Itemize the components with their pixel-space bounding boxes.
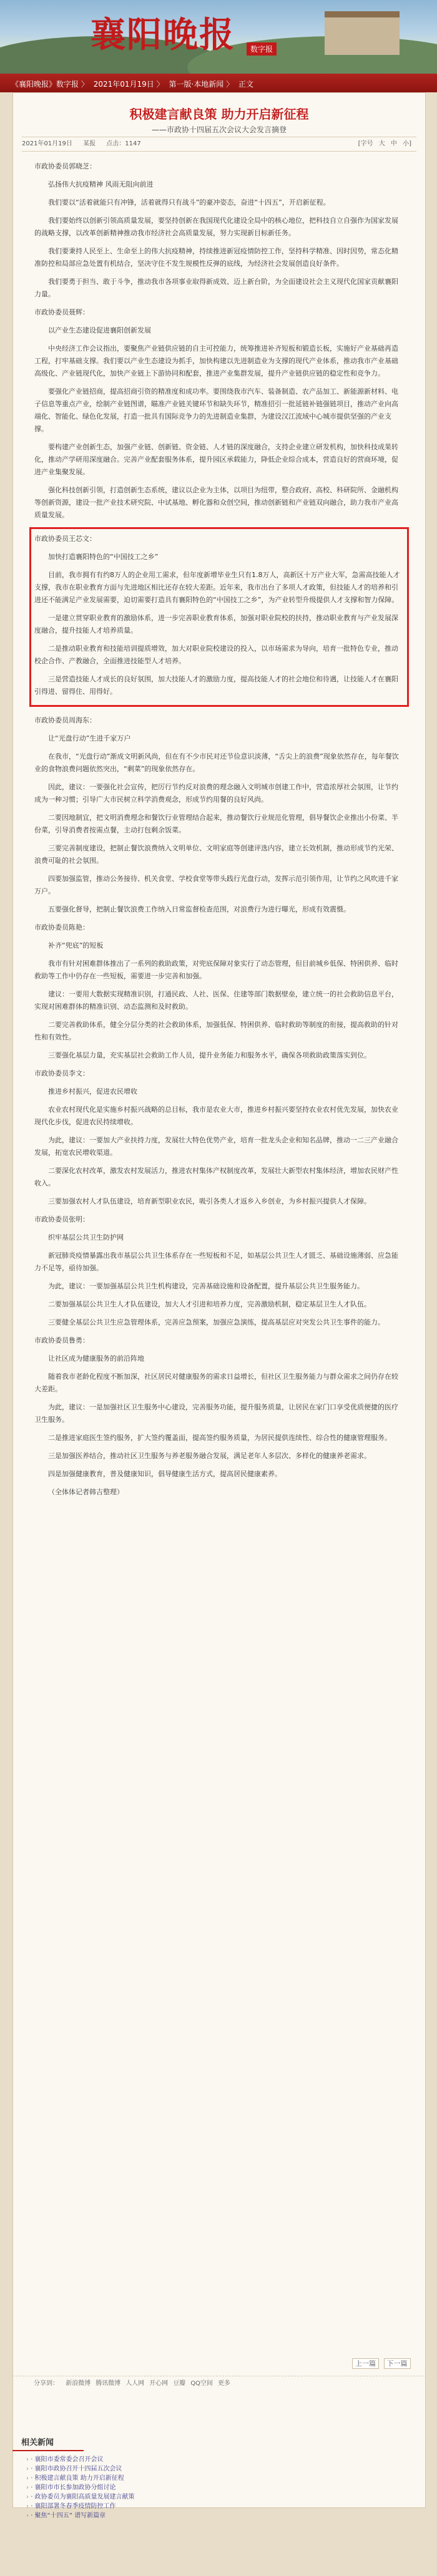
article-paragraph: 因此，建议：一要强化社会宣传，把厉行节约反对浪费的理念融入文明城市创建工作中，营造浓厚社会氛围，让节约成为一种习惯；引导广大市民树立科学消费观念，形成节约用餐的良好风尚。	[34, 783, 398, 804]
related-news-link[interactable]: › · 襄阳部署冬春季疫情防控工作	[26, 2502, 425, 2511]
font-size-switcher	[355, 137, 411, 151]
article-paragraph: 随着我市老龄化程度不断加深，社区居民对健康服务的需求日益增长，但社区卫生服务能力与群众需求之间仍存在较大差距。	[34, 1373, 398, 1393]
share-option[interactable]: 新浪微博	[66, 2380, 91, 2387]
article-paragraph: 三要完善制度建设，把制止餐饮浪费纳入文明单位、文明家庭等创建评选内容，建立长效机制，推动形成节约光荣、浪费可耻的社会氛围。	[34, 844, 398, 865]
banner-building	[325, 11, 400, 55]
article-paragraph: 加快打造襄阳特色的“中国技工之乡”	[48, 553, 159, 561]
breadcrumb-bar	[0, 74, 437, 92]
article-paragraph: 二是推动职业教育和技能培训提质增效，加大对职业院校建设的投入，以市场需求为导向，培育一批特色专业，推动校企合作、产教融合，全面推进技能型人才培养。	[34, 644, 398, 665]
related-news-heading: 相关新闻	[12, 2436, 84, 2451]
crumb-date-link[interactable]: 2021年01月19日	[93, 80, 154, 89]
crumb-home-link[interactable]: 《襄阳晚报》数字报	[11, 80, 79, 89]
article-paragraph: 要强化产业链招商，提高招商引资的精准度和成功率。要围绕我市汽车、装备制造、农产品加工、新能源新材料、电子信息等重点产业，绘制产业链图谱，瞄准产业链关键环节和缺失环节，精准招引一批延链补链强链项目，推动产业向高端化、智能化、绿色化发展，打造一批具有国际竞争力的先进制造业集群，为建设汉江流域中心城市提供坚强的产业支撑。	[34, 387, 398, 433]
article-paragraph: 在我市，“光盘行动”渐成文明新风尚，但在有不少市民对还节俭意识淡薄，“舌尖上的浪费”现象依然存在，每年餐饮业的食物浪费问题依然突出，“剩菜”的现象依然存在。	[34, 752, 399, 773]
speaker-name: 市政协委员聂辉：	[34, 308, 89, 316]
speaker-name: 市政协委员陈艳：	[34, 923, 89, 931]
article-paragraph: 农业农村现代化是实施乡村振兴战略的总目标，我市是农业大市，推进乡村振兴要坚持农业农村优先发展，加快农业现代化步伐，促进农民持续增收。	[34, 1106, 398, 1126]
article-container	[12, 92, 426, 2508]
speaker-name: 市政协委员张明：	[34, 1215, 89, 1223]
article-paragraph: 建议：一要用大数据实现精准识别，打通民政、人社、医保、住建等部门数据壁垒，建立统一的社会救助信息平台，实现对困难群体的精准识别、动态监测和及时救助。	[34, 990, 398, 1011]
speaker-name: 市政协委员王芯文：	[34, 535, 96, 543]
article-paragraph: 五要强化督导，把制止餐饮浪费工作纳入日常监督检查范围，对浪费行为进行曝光，形成有效震慑。	[48, 905, 350, 913]
article-paragraph: 新冠肺炎疫情暴露出我市基层公共卫生体系存在一些短板和不足，如基层公共卫生人才匮乏、基础设施薄弱、应急能力不足等，亟待加强。	[34, 1252, 398, 1272]
related-news-list	[12, 2455, 425, 2520]
breadcrumb	[11, 79, 256, 89]
speaker-name: 市政协委员周海东：	[34, 716, 96, 724]
article-paragraph: （全体体记者韩吉整理）	[48, 1488, 124, 1496]
share-option[interactable]: 豆瓣	[173, 2380, 186, 2387]
newspaper-logo[interactable]: 襄阳晚报	[91, 14, 235, 56]
article-pager	[350, 2358, 411, 2368]
article-paragraph: 二要完善救助体系，健全分层分类的社会救助体系，加强低保、特困供养、临时救助等制度的衔接，提高救助的针对性和有效性。	[34, 1021, 398, 1041]
article-paragraph: 二是推进家庭医生签约服务，扩大签约覆盖面，提高签约服务质量，为居民提供连续性、综合性的健康管理服务。	[48, 1434, 391, 1442]
related-news	[12, 2436, 425, 2520]
related-news-link[interactable]: › · 襄阳市市长参加政协分组讨论	[26, 2483, 425, 2492]
article-paragraph: 中央经济工作会议指出，要聚焦产业链供应链的自主可控能力，统筹推进补齐短板和锻造长板，实施好产业基础再造工程，打牢基础支撑。我们要以产业生态建设为抓手，加快构建以先进制造业为支撑的现代产业体系，推动我市产业基础高级化、产业链现代化，加快产业链上下游协同和配套，推进产业集群发展，提升产业链供应链的稳定性和竞争力。	[34, 344, 398, 377]
article-paragraph: 为此，建议：一要加大产业扶持力度，发展壮大特色优势产业，培育一批龙头企业和知名品牌，推动一二三产业融合发展，拓宽农民增收渠道。	[34, 1136, 398, 1157]
article-paragraph: 四是加强健康教育，普及健康知识，倡导健康生活方式，提高居民健康素养。	[48, 1470, 282, 1478]
prev-article-button[interactable]: 上一篇	[352, 2358, 379, 2369]
share-option[interactable]: 腾讯微博	[96, 2380, 121, 2387]
article-paragraph: 为此，建议：一要加强基层公共卫生机构建设，完善基础设施和设备配置，提升基层公共卫生服务能力。	[48, 1282, 364, 1290]
article-paragraph: 织牢基层公共卫生防护网	[48, 1233, 124, 1242]
article-date: 2021年01月19日	[22, 140, 72, 147]
article-paragraph: 三要加强农村人才队伍建设，培育新型职业农民，吸引各类人才返乡入乡创业，为乡村振兴提供人才保障。	[48, 1197, 371, 1205]
highlighted-speech-box	[29, 527, 409, 707]
article-paragraph: 让“光盘行动”生进千家万户	[48, 734, 131, 742]
font-size-medium-link[interactable]: 中	[390, 140, 397, 147]
article-meta	[22, 137, 416, 152]
font-size-label: [字号	[358, 140, 373, 147]
article-paragraph: 为此，建议：一是加强社区卫生服务中心建设，完善服务功能，提升服务质量，让居民在家门口享受优质便捷的医疗卫生服务。	[34, 1403, 398, 1424]
article-paragraph: 二要深化农村改革，激发农村发展活力，推进农村集体产权制度改革，发展壮大新型农村集体经济，增加农民财产性收入。	[34, 1167, 398, 1187]
article-paragraph: 我们要以“活着就能只有冲锋，活着就得只有战斗”的豪冲姿态，奋进“十四五”，开启新征程。	[48, 198, 330, 207]
article-paragraph: 二要因地制宜，把文明消费理念和餐饮行业管理结合起来，推动餐饮行业规范化管理，倡导餐饮企业推出小份菜、半份菜，引导消费者按需点餐，主动打包剩余饭菜。	[34, 814, 398, 834]
speaker-name: 市政协委员鲁勇：	[34, 1336, 89, 1344]
share-label: 分享到：	[34, 2380, 59, 2387]
article-paragraph: 二要加强基层公共卫生人才队伍建设，加大人才引进和培养力度，完善激励机制，稳定基层卫生人才队伍。	[48, 1300, 371, 1308]
share-bar	[12, 2376, 425, 2391]
article-paragraph: 以产业生态建设促进襄阳创新发展	[48, 326, 151, 334]
article-paragraph: 我们要勇于担当、敢于斗争，推动我市各项事业取得新成效、迈上新台阶，为全面建设社会主义现代化国家贡献襄阳力量。	[34, 278, 398, 298]
article-body	[34, 160, 404, 1504]
article-subtitle: ——市政协十四届五次会议大会发言摘登	[151, 125, 287, 134]
digital-edition-badge: 数字报	[247, 42, 277, 56]
article-paragraph: 补齐“兜底”的短板	[48, 941, 104, 950]
related-news-link[interactable]: › · 聚焦“十四五” 谱写新篇章	[26, 2511, 425, 2520]
article-paragraph: 三要强化基层力量，充实基层社会救助工作人员，提升业务能力和服务水平，确保各项救助政策落实到位。	[48, 1051, 371, 1059]
share-option[interactable]: QQ空间	[190, 2380, 213, 2387]
share-option[interactable]: 人人网	[125, 2380, 145, 2387]
article-paragraph: 弘扬伟大抗疫精神 风雨无阻向前进	[48, 180, 154, 188]
next-article-button[interactable]: 下一篇	[384, 2358, 411, 2369]
article-paragraph: 我们要秉持人民至上、生命至上的伟大抗疫精神，持续推进新冠疫情防控工作，坚持科学精准、因时因势，常态化精准防控和局部应急处置有机结合，坚决守住不发生规模性反弹的底线，为经济社会发展创造良好条件。	[34, 247, 398, 268]
article-paragraph: 让社区成为健康服务的前沿阵地	[48, 1354, 144, 1363]
speaker-name: 市政协委员郭晓芝：	[34, 162, 96, 170]
crumb-current: 正文	[238, 80, 253, 89]
related-news-link[interactable]: › · 襄阳市政协召开十四届五次会议	[26, 2464, 425, 2474]
font-size-large-link[interactable]: 大	[378, 140, 385, 147]
related-news-link[interactable]: › · 襄阳市委常委会召开会议	[26, 2455, 425, 2464]
article-paragraph: 目前，我市拥有有约8万人的企业用工需求，但年度新增毕业生只有1.8万人，高新区十万产业大军，急需高技能人才支撑，我市在职业教育方面与先进地区相比还存在较大差距。近年来，我市出台了多项人才政策，但技能人才的培养和引进还不能满足产业发展需要，迫切需要打造具有襄阳特色的“中国技工之乡”，为产业转型升级提供人才支撑和智力保障。	[34, 571, 400, 604]
crumb-separator: 〉	[156, 80, 164, 89]
related-news-link[interactable]: › · 积极建言献良策 助力开启新征程	[26, 2474, 425, 2483]
share-option[interactable]: 更多	[217, 2380, 230, 2387]
crumb-section-link[interactable]: 第一版·本地新闻	[169, 80, 224, 89]
article-paragraph: 强化科技创新引领，打造创新生态系统，建议以企业为主体，以项目为纽带，整合政府、高校、科研院所、金融机构等创新资源，建设一批产业技术研究院、中试基地、孵化器和众创空间，推动创新链和产业链双向融合，助力我市产业高质量发展。	[34, 486, 398, 519]
related-news-link[interactable]: › · 政协委员为襄阳高质量发展建言献策	[26, 2492, 425, 2502]
article-paragraph: 我市有针对困难群体推出了一系列的救助政策，对兜底保障对象实行了动态管理，但目前城乡低保、特困供养、临时救助等工作中仍存在一些短板，需要进一步完善和加强。	[34, 960, 398, 980]
article-paragraph: 我们要始终以创新引领高质量发展，要坚持创新在我国现代化建设全局中的核心地位，把科技自立自强作为国家发展的战略支撑，以改革创新精神推动我市经济社会高质量发展，努力实现新目标新任务。	[34, 216, 398, 237]
font-size-small-link[interactable]: 小]	[403, 140, 411, 147]
speaker-name: 市政协委员李文：	[34, 1069, 89, 1077]
article-paragraph: 推进乡村振兴，促进农民增收	[48, 1087, 137, 1096]
masthead-banner	[0, 0, 437, 74]
article-paragraph: 三是营造技能人才成长的良好氛围，加大技能人才的激励力度，提高技能人才的社会地位和待遇，让技能人才在襄阳引得进、留得住、用得好。	[34, 675, 398, 696]
article-paragraph: 三是加强医养结合，推动社区卫生服务与养老服务融合发展，满足老年人多层次、多样化的健康养老需求。	[48, 1452, 371, 1460]
crumb-separator: 〉	[81, 80, 89, 89]
article-paragraph: 三要健全基层公共卫生应急管理体系，完善应急预案，加强应急演练，提高基层应对突发公共卫生事件的能力。	[48, 1318, 385, 1326]
article-author: 某报	[83, 140, 96, 147]
article-paragraph: 要构建产业创新生态，加强产业链、创新链、资金链、人才链的深度融合，支持企业建立研发机构，加快科技成果转化，推动产学研用深度融合。完善产业配套服务体系，提升园区承载能力，降低企业综合成本，营造良好的营商环境，促进产业集聚发展。	[34, 443, 398, 476]
article-paragraph: 一是建立贯穿职业教育的激励体系，进一步完善职业教育体系，加强对职业院校的扶持，推动职业教育与产业发展深度融合，提升技能人才培养质量。	[34, 614, 398, 634]
share-option[interactable]: 开心网	[149, 2380, 169, 2387]
article-title: 积极建言献良策 助力开启新征程	[129, 107, 309, 122]
article-hits: 点击：1147	[106, 140, 141, 147]
article-paragraph: 四要加强监管，推动公务接待、机关食堂、学校食堂等带头践行光盘行动，发挥示范引领作用，让节约之风吹进千家万户。	[34, 875, 398, 895]
crumb-separator: 〉	[226, 80, 234, 89]
